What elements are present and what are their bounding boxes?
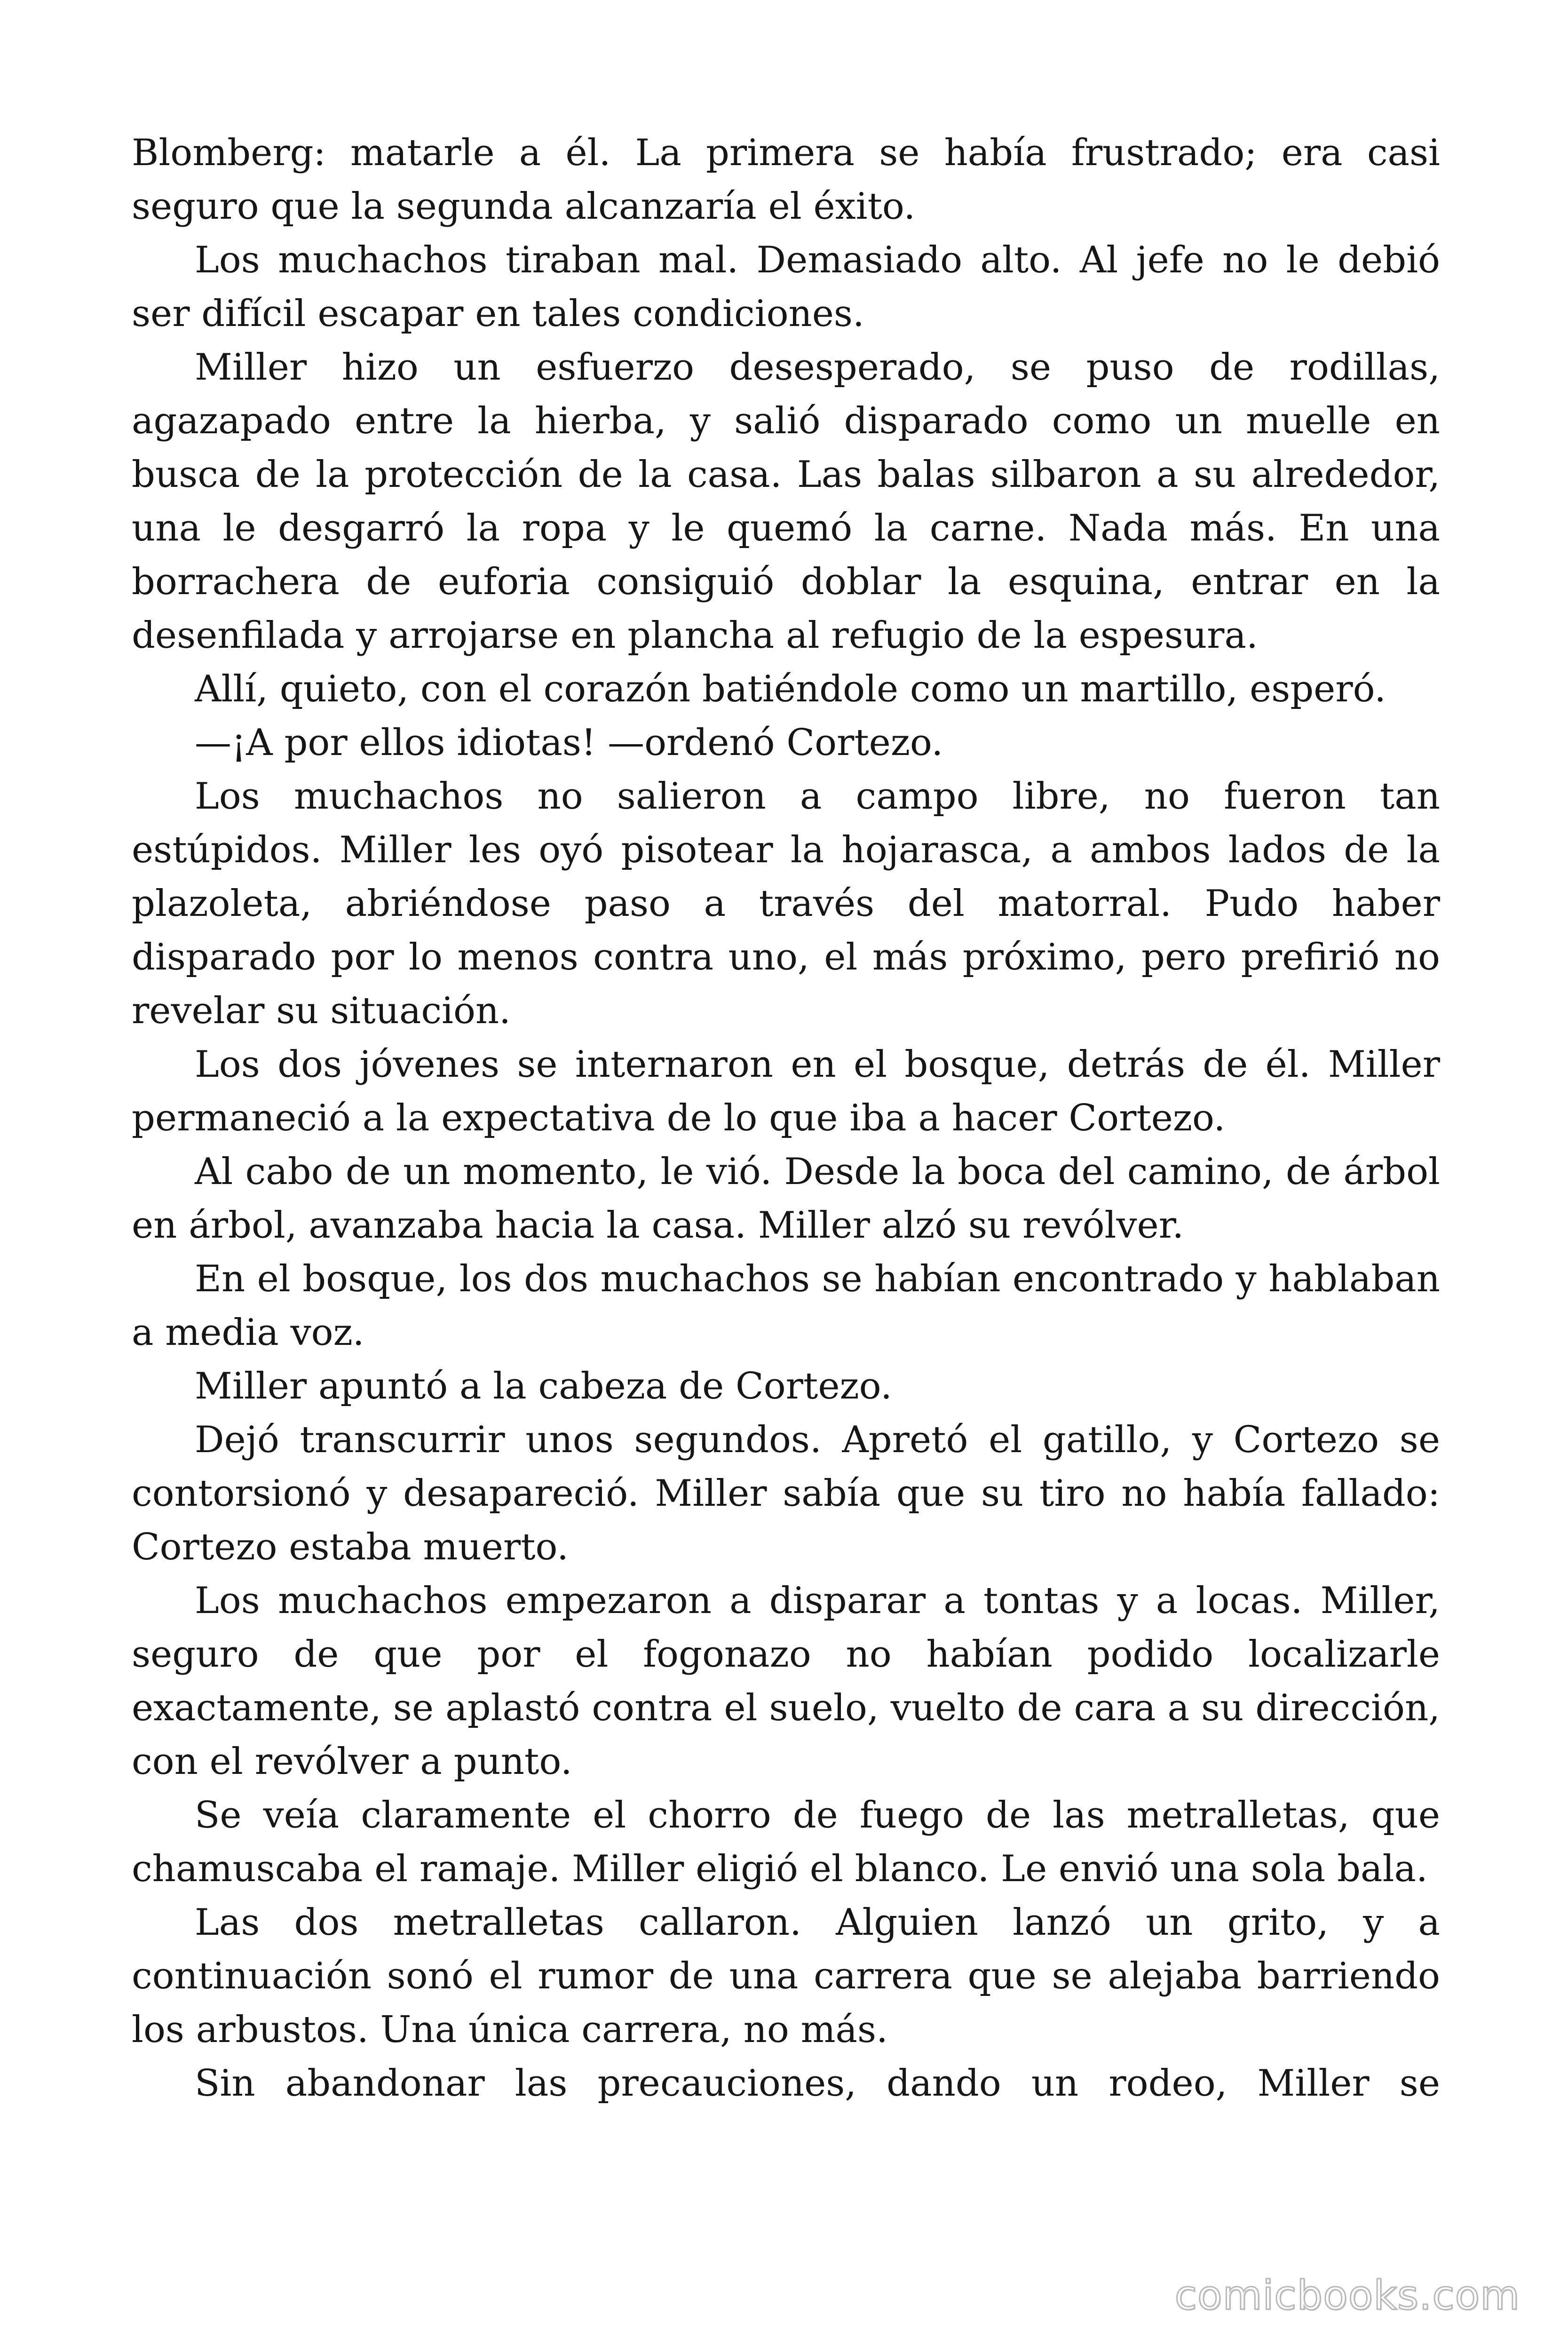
paragraph: Al cabo de un momento, le vió. Desde la boca del camino, de árbol en árbol, avanzaba hacia la casa. Miller alzó su revólver. (132, 1151, 1440, 1247)
paragraph: Se veía claramente el chorro de fuego de las metralletas, que chamuscaba el ramaje. Miller eligió el blanco. Le envió una sola bala. (132, 1794, 1440, 1890)
paragraph: Allí, quieto, con el corazón batiéndole como un martillo, esperó. (195, 668, 1386, 710)
paragraph: Blomberg: matarle a él. La primera se había frustrado; era casi seguro que la segunda alcanzaría el éxito. (132, 132, 1440, 228)
paragraph: —¡A por ellos idiotas! —ordenó Cortezo. (195, 722, 943, 764)
paragraph: Miller apuntó a la cabeza de Cortezo. (195, 1365, 892, 1407)
paragraph: Dejó transcurrir unos segundos. Apretó el gatillo, y Cortezo se contorsionó y desapareció. Miller sabía que su tiro no había fallado: Cortezo estaba muerto. (132, 1419, 1440, 1568)
book-page-text (132, 126, 1440, 2110)
paragraph: Los dos jóvenes se internaron en el bosque, detrás de él. Miller permaneció a la expectativa de lo que iba a hacer Cortezo. (132, 1043, 1440, 1139)
paragraph: Los muchachos empezaron a disparar a tontas y a locas. Miller, seguro de que por el fogonazo no habían podido localizarle exactamente, se aplastó contra el suelo, vuelto de cara a su dirección, con el revólver a punto. (132, 1580, 1440, 1783)
paragraph: Las dos metralletas callaron. Alguien lanzó un grito, y a continuación sonó el rumor de una carrera que se alejaba barriendo los arbustos. Una única carrera, no más. (132, 1901, 1440, 2051)
paragraph: Los muchachos tiraban mal. Demasiado alto. Al jefe no le debió ser difícil escapar en tales condiciones. (132, 239, 1440, 335)
watermark-logo: comicbooks.com (1174, 2272, 1520, 2319)
paragraph-last-line: Sin abandonar las precauciones, dando un rodeo, Miller se (195, 2062, 1440, 2105)
paragraph: En el bosque, los dos muchachos se habían encontrado y hablaban a media voz. (132, 1258, 1440, 1354)
paragraph: Miller hizo un esfuerzo desesperado, se puso de rodillas, agazapado entre la hierba, y salió disparado como un muelle en busca de la protección de la casa. Las balas silbaron a su alrededor, una le desgarró la ropa y le quemó la carne. Nada más. En una borrachera de euforia consiguió doblar la esquina, entrar en la desenfilada y arrojarse en plancha al refugio de la espesura. (132, 346, 1440, 657)
paragraph: Los muchachos no salieron a campo libre, no fueron tan estúpidos. Miller les oyó pisotear la hojarasca, a ambos lados de la plazoleta, abriéndose paso a través del matorral. Pudo haber disparado por lo menos contra uno, el más próximo, pero prefirió no revelar su situación. (132, 775, 1440, 1032)
